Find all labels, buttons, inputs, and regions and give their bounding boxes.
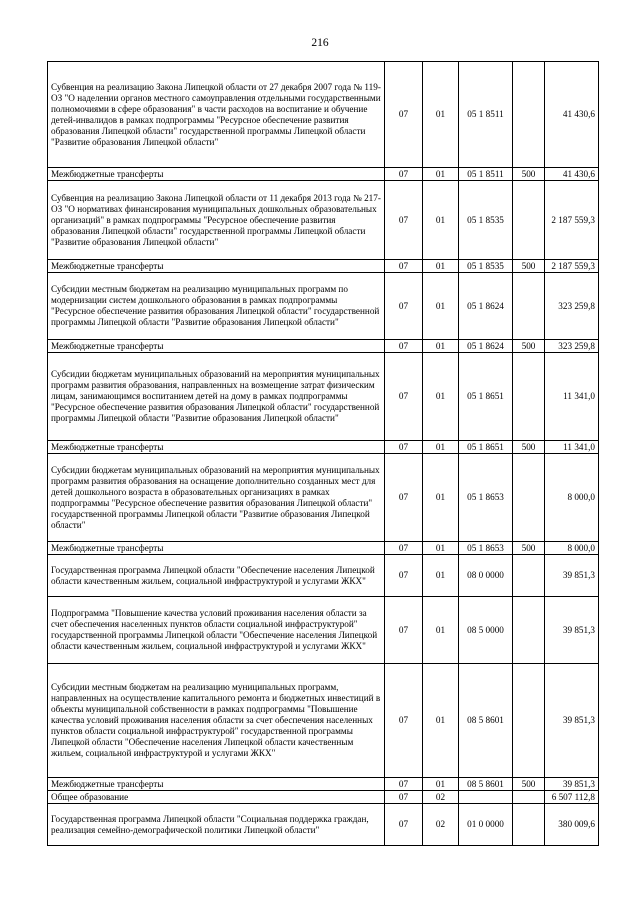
row-amount: 2 187 559,3 xyxy=(545,260,599,273)
row-expense-type xyxy=(513,62,545,168)
row-description: Межбюджетные трансферты xyxy=(48,778,385,791)
row-section: 07 xyxy=(385,273,423,340)
row-description: Государственная программа Липецкой области "Обеспечение населения Липецкой области качественным жильем, социальной инфраструктурой и услугами ЖКХ" xyxy=(48,555,385,597)
row-article: 08 0 0000 xyxy=(459,555,513,597)
table-row xyxy=(48,555,599,597)
row-subsection: 01 xyxy=(423,542,459,555)
row-description: Межбюджетные трансферты xyxy=(48,260,385,273)
row-expense-type: 500 xyxy=(513,542,545,555)
row-section: 07 xyxy=(385,454,423,542)
row-section: 07 xyxy=(385,168,423,181)
row-article: 01 0 0000 xyxy=(459,804,513,846)
row-amount: 41 430,6 xyxy=(545,62,599,168)
row-subsection: 01 xyxy=(423,260,459,273)
row-amount: 39 851,3 xyxy=(545,597,599,664)
row-subsection: 01 xyxy=(423,597,459,664)
row-article: 05 1 8651 xyxy=(459,353,513,441)
budget-table xyxy=(47,61,599,846)
row-subsection: 01 xyxy=(423,664,459,778)
row-section: 07 xyxy=(385,804,423,846)
row-expense-type xyxy=(513,804,545,846)
table-row xyxy=(48,454,599,542)
table-row xyxy=(48,62,599,168)
table-row xyxy=(48,353,599,441)
row-description: Субвенция на реализацию Закона Липецкой области от 27 декабря 2007 года № 119-ОЗ "О наделении органов местного самоуправления отдельными государственными полномочиями в сфере образования" в части расходов на воспитание и обучение детей-инвалидов в рамках подпрограммы "Ресурсное обеспечение развития образования Липецкой области" государственной программы Липецкой области "Развитие образования Липецкой области" xyxy=(48,62,385,168)
row-article xyxy=(459,791,513,804)
row-description: Межбюджетные трансферты xyxy=(48,340,385,353)
table-row xyxy=(48,260,599,273)
row-expense-type xyxy=(513,597,545,664)
row-article: 05 1 8653 xyxy=(459,454,513,542)
table-row xyxy=(48,181,599,260)
row-subsection: 02 xyxy=(423,791,459,804)
row-amount: 41 430,6 xyxy=(545,168,599,181)
row-expense-type: 500 xyxy=(513,260,545,273)
row-article: 05 1 8624 xyxy=(459,340,513,353)
row-description: Межбюджетные трансферты xyxy=(48,542,385,555)
row-subsection: 01 xyxy=(423,62,459,168)
row-amount: 39 851,3 xyxy=(545,664,599,778)
row-article: 05 1 8624 xyxy=(459,273,513,340)
row-subsection: 01 xyxy=(423,454,459,542)
row-article: 05 1 8511 xyxy=(459,168,513,181)
row-article: 05 1 8511 xyxy=(459,62,513,168)
row-amount: 39 851,3 xyxy=(545,778,599,791)
row-section: 07 xyxy=(385,181,423,260)
row-expense-type xyxy=(513,664,545,778)
row-expense-type: 500 xyxy=(513,340,545,353)
row-expense-type xyxy=(513,791,545,804)
row-amount: 6 507 112,8 xyxy=(545,791,599,804)
row-article: 08 5 8601 xyxy=(459,664,513,778)
row-amount: 11 341,0 xyxy=(545,353,599,441)
row-amount: 380 009,6 xyxy=(545,804,599,846)
row-section: 07 xyxy=(385,441,423,454)
row-subsection: 01 xyxy=(423,181,459,260)
row-subsection: 01 xyxy=(423,273,459,340)
table-row xyxy=(48,804,599,846)
row-amount: 8 000,0 xyxy=(545,542,599,555)
row-section: 07 xyxy=(385,353,423,441)
row-description: Государственная программа Липецкой области "Социальная поддержка граждан, реализация семейно-демографической политики Липецкой области" xyxy=(48,804,385,846)
row-expense-type xyxy=(513,273,545,340)
row-expense-type xyxy=(513,555,545,597)
row-section: 07 xyxy=(385,62,423,168)
row-amount: 11 341,0 xyxy=(545,441,599,454)
row-section: 07 xyxy=(385,597,423,664)
row-description: Межбюджетные трансферты xyxy=(48,168,385,181)
row-description: Общее образование xyxy=(48,791,385,804)
table-row xyxy=(48,791,599,804)
row-section: 07 xyxy=(385,778,423,791)
row-expense-type xyxy=(513,353,545,441)
table-row xyxy=(48,168,599,181)
row-expense-type xyxy=(513,454,545,542)
row-description: Межбюджетные трансферты xyxy=(48,441,385,454)
table-row xyxy=(48,597,599,664)
row-section: 07 xyxy=(385,664,423,778)
table-row xyxy=(48,340,599,353)
row-description: Субвенция на реализацию Закона Липецкой области от 11 декабря 2013 года № 217-ОЗ "О нормативах финансирования муниципальных дошкольных образовательных организаций" в рамках подпрограммы "Ресурсное обеспечение развития образования Липецкой области" государственной программы Липецкой области "Развитие образования Липецкой области" xyxy=(48,181,385,260)
row-description: Субсидии бюджетам муниципальных образований на мероприятия муниципальных программ развития образования на оснащение дополнительно созданных мест для детей дошкольного возраста в образовательных организациях в рамках подпрограммы "Ресурсное обеспечение развития образования Липецкой области" государственной программы Липецкой области "Развитие образования Липецкой области" xyxy=(48,454,385,542)
row-subsection: 01 xyxy=(423,441,459,454)
row-expense-type xyxy=(513,181,545,260)
row-amount: 323 259,8 xyxy=(545,273,599,340)
row-subsection: 02 xyxy=(423,804,459,846)
table-row xyxy=(48,664,599,778)
table-row xyxy=(48,542,599,555)
row-article: 05 1 8535 xyxy=(459,260,513,273)
row-description: Субсидии местным бюджетам на реализацию муниципальных программ, направленных на осуществление капитального ремонта и бюджетных инвестиций в объекты муниципальной собственности в рамках подпрограммы "Повышение качества условий проживания населения области за счет обеспечения населенных пунктов области социальной инфраструктурой" государственной программы Липецкой области "Обеспечение населения Липецкой области качественным жильем, социальной инфраструктурой и услугами ЖКХ" xyxy=(48,664,385,778)
row-section: 07 xyxy=(385,791,423,804)
row-subsection: 01 xyxy=(423,340,459,353)
row-subsection: 01 xyxy=(423,353,459,441)
row-amount: 323 259,8 xyxy=(545,340,599,353)
row-expense-type: 500 xyxy=(513,441,545,454)
row-article: 08 5 8601 xyxy=(459,778,513,791)
row-section: 07 xyxy=(385,555,423,597)
row-expense-type: 500 xyxy=(513,168,545,181)
row-article: 08 5 0000 xyxy=(459,597,513,664)
row-article: 05 1 8535 xyxy=(459,181,513,260)
row-description: Субсидии местным бюджетам на реализацию муниципальных программ по модернизации систем дошкольного образования в рамках подпрограммы "Ресурсное обеспечение развития образования Липецкой области" государственной программы Липецкой области "Развитие образования Липецкой области" xyxy=(48,273,385,340)
row-subsection: 01 xyxy=(423,778,459,791)
row-section: 07 xyxy=(385,260,423,273)
row-amount: 2 187 559,3 xyxy=(545,181,599,260)
row-expense-type: 500 xyxy=(513,778,545,791)
table-row xyxy=(48,273,599,340)
page-number: 216 xyxy=(311,37,329,49)
row-section: 07 xyxy=(385,340,423,353)
row-subsection: 01 xyxy=(423,555,459,597)
row-article: 05 1 8651 xyxy=(459,441,513,454)
row-description: Субсидии бюджетам муниципальных образований на мероприятия муниципальных программ развития образования, направленных на возмещение затрат физическим лицам, занимающимся воспитанием детей на дому в рамках подпрограммы "Ресурсное обеспечение развития образования Липецкой области" государственной программы Липецкой области "Развитие образования Липецкой области" xyxy=(48,353,385,441)
row-subsection: 01 xyxy=(423,168,459,181)
table-row xyxy=(48,778,599,791)
row-description: Подпрограмма "Повышение качества условий проживания населения области за счет обеспечения населенных пунктов области социальной инфраструктурой" государственной программы Липецкой области "Обеспечение населения Липецкой области качественным жильем, социальной инфраструктурой и услугами ЖКХ" xyxy=(48,597,385,664)
row-amount: 8 000,0 xyxy=(545,454,599,542)
row-article: 05 1 8653 xyxy=(459,542,513,555)
table-row xyxy=(48,441,599,454)
row-amount: 39 851,3 xyxy=(545,555,599,597)
row-section: 07 xyxy=(385,542,423,555)
